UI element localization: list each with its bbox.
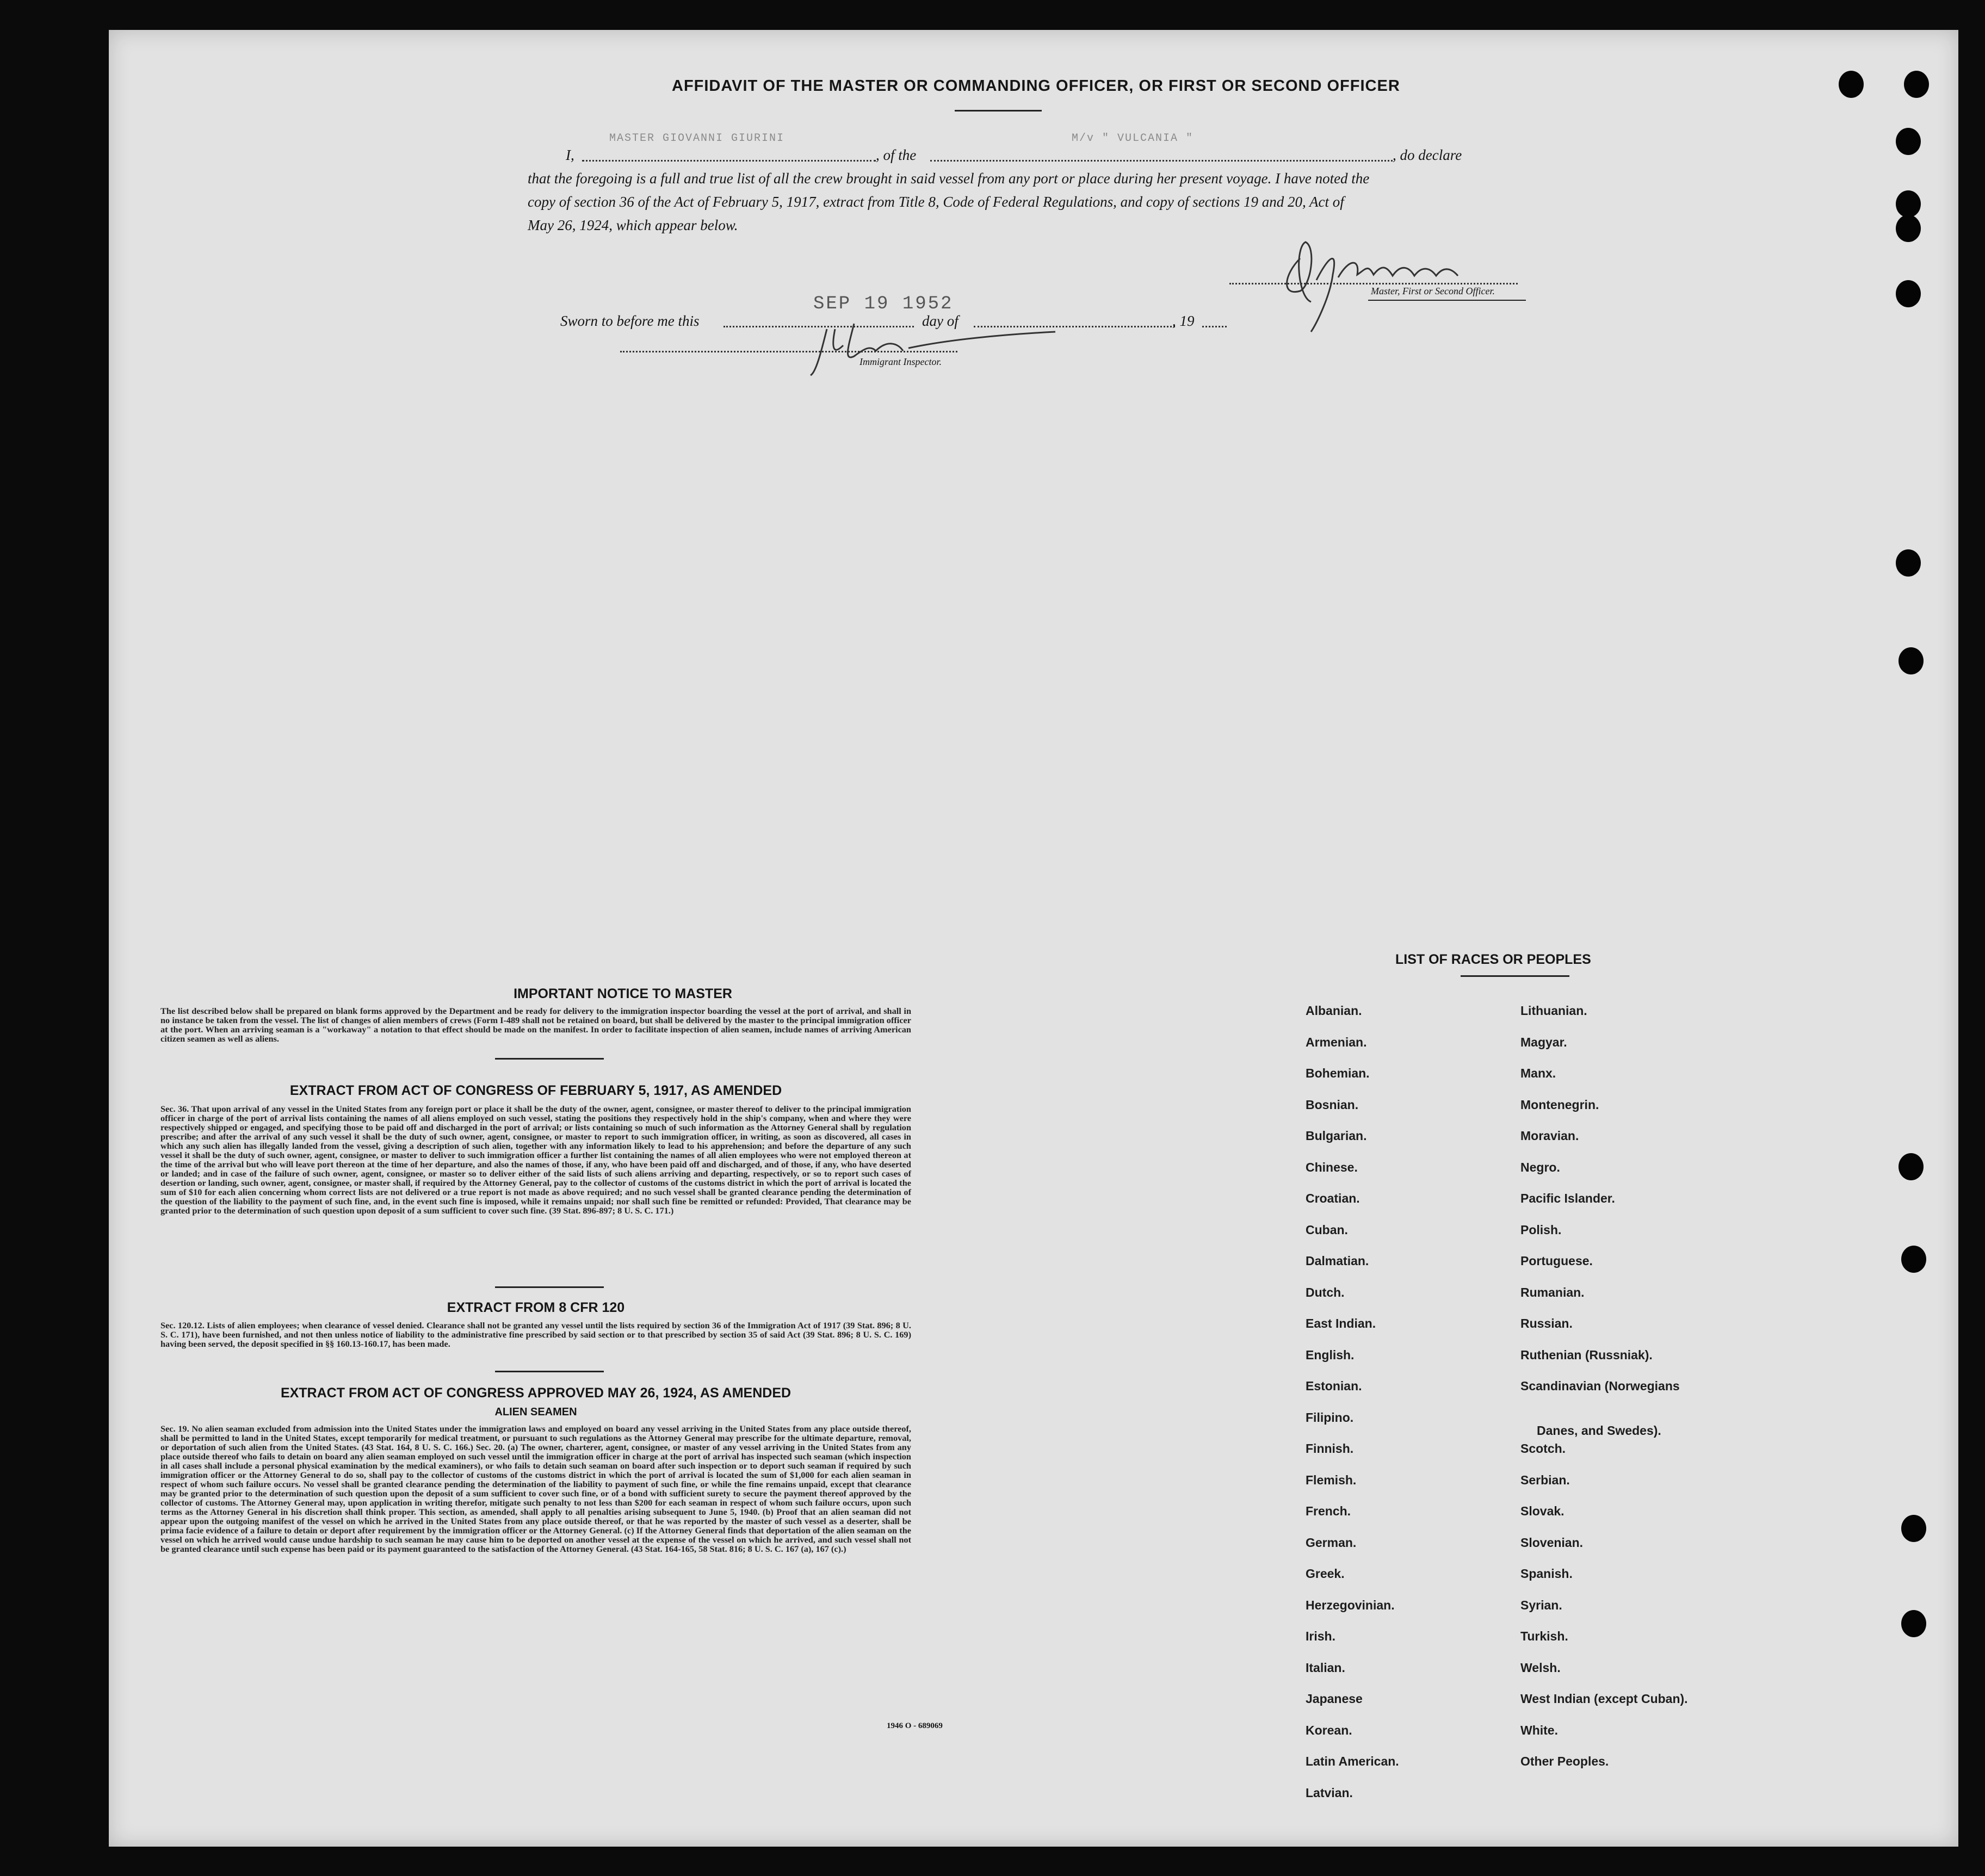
race-item-left: English. [1306,1347,1355,1362]
race-item-left: Korean. [1306,1723,1352,1737]
officer-name: MASTER GIOVANNI GIURINI [609,132,785,145]
race-item-right: Polish. [1520,1222,1562,1237]
race-item-right: Magyar. [1520,1035,1567,1049]
race-item-right: Montenegrin. [1520,1097,1599,1112]
race-item-right: Spanish. [1520,1567,1573,1581]
race-item-left: Dutch. [1306,1285,1345,1299]
punch-hole [1896,128,1921,155]
divider [495,1286,604,1288]
race-item-right: Manx. [1520,1066,1556,1080]
inspector-signature-line [620,345,957,352]
vessel-name: M/v " VULCANIA " [1072,132,1194,145]
punch-hole [1899,1153,1924,1180]
race-item-left: French. [1306,1504,1351,1518]
race-item-left: Italian. [1306,1660,1345,1675]
affidavit-line-2: that the foregoing is a full and true list of all the crew brought in said vessel from any port or place during her present voyage. I have noted the [528,170,1370,187]
year-prefix: , 19 [1172,313,1195,329]
race-item-right: Serbian. [1520,1472,1570,1487]
punch-hole [1896,280,1921,307]
race-item-left: Bohemian. [1306,1066,1370,1080]
punch-hole [1896,549,1921,577]
affidavit-line-3: copy of section 36 of the Act of February 5, 1917, extract from Title 8, Code of Federal Regulations, and copy of sections 19 and 20, Act of [528,194,1344,210]
races-title: LIST OF RACES OR PEOPLES [1395,952,1591,967]
vessel-name-line [930,152,1393,162]
notice-title: IMPORTANT NOTICE TO MASTER [514,986,732,1001]
race-item-right: Lithuanian. [1520,1004,1587,1018]
race-item-right: Russian. [1520,1316,1573,1330]
race-item-left: Estonian. [1306,1379,1362,1393]
punch-hole [1896,190,1921,218]
race-item-left: East Indian. [1306,1316,1376,1330]
divider [495,1058,604,1060]
race-item-right: Syrian. [1520,1598,1562,1612]
master-label-underline [1368,300,1526,301]
punch-hole [1901,1610,1926,1637]
master-signature-line [1229,277,1518,284]
race-item-right: West Indian (except Cuban). [1520,1692,1688,1706]
extract-1924-body: Sec. 19. No alien seaman excluded from admission into the United States under the immigration laws and employed on board any vessel arriving in the United States from any place outside thereof, shall be permitted to land in the United States, except temporarily for medical treatment, or pursuant to such regulations as the Attorney General may prescribe for the ultimate departure, removal, or deportation of such alien from the United States. (43 Stat. 164, 8 U. S. C. 166.) Sec. 20. (a) The owner, charterer, agent, consignee, or master of any vessel arriving in the United States from any place outside thereof who fails to detain on board any alien seaman employed on such vessel until the immigration officer in charge at the port of arrival has inspected such seaman (which inspection in all cases shall include a personal physical examination by the medical examiners), or who fails to detain such seaman on board after such inspection or to deport such seaman if required by such immigration officer or the Attorney General to do so, shall pay to the collector of customs of the customs district in which the port of arrival is located the sum of $1,000 for each alien seaman in respect of whom such failure occurs. No vessel shall be granted clearance pending the determination of the liability to payment of such fine, or while the fine remains unpaid, except that clearance may be granted prior to the determination of such question upon the deposit of a sum sufficient to cover such fine, or of a bond with sufficient surety to secure the payment thereof approved by the collector of customs. The Attorney General may, upon application in writing therefor, mitigate such penalty to not less than $200 for each seaman in respect of whom such failure occurs, upon such terms as the Attorney General in his discretion shall think proper. This section, as amended, shall apply to all penalties arising subsequent to June 5, 1940. (b) Proof that an alien seaman did not appear upon the outgoing manifest of the vessel on which he arrived in the United States from any place outside thereof, or that he was reported by the master of such vessel as a deserter, shall be prima facie evidence of a failure to detain or deport after requirement by the immigration officer or the Attorney General. (c) If the Attorney General finds that deportation of the alien seaman on the vessel on which he arrived would cause undue hardship to such seaman he may cause him to be deported on another vessel at the expense of the vessel on which he arrived, and such vessel shall not be granted clearance until such expense has been paid or its payment guaranteed to the satisfaction of the Attorney General. (43 Stat. 164-165, 58 Stat. 816; 8 U. S. C. 167 (a), 167 (c).) [160,1423,911,1554]
title-underline [955,110,1042,112]
punch-hole [1896,215,1921,242]
race-item-right: Ruthenian (Russniak). [1520,1347,1653,1362]
extract-1924-title: EXTRACT FROM ACT OF CONGRESS APPROVED MAY 26, 1924, AS AMENDED [280,1385,791,1401]
date-stamp: SEP 19 1952 [813,294,954,314]
race-item-right: Negro. [1520,1160,1560,1174]
race-item-left: Cuban. [1306,1222,1348,1237]
races-title-underline [1461,975,1569,977]
officer-name-line [582,152,876,162]
punch-hole [1901,1515,1926,1542]
sworn-year-line [1202,318,1227,327]
race-item-left: Armenian. [1306,1035,1367,1049]
do-declare-label: , do declare [1393,147,1462,163]
punch-hole [1904,71,1929,98]
extract-cfr-title: EXTRACT FROM 8 CFR 120 [447,1300,625,1315]
punch-hole [1899,647,1924,674]
race-item-left: Bulgarian. [1306,1129,1367,1143]
notice-body: The list described below shall be prepared on blank forms approved by the Department and be ready for delivery to the immigration inspector boarding the vessel at the port of arrival, and shall in no instance be taken from the vessel. The list of changes of alien members of crews (Form I-489 shall not be retained on board, but shall be delivered by the master to the principal immigration officer at the port. When an arriving seaman is a "workaway" a notation to that effect should be made on the manifest. In order to facilitate inspection of alien seamen, include names of arriving American citizen seamen as well as aliens. [160,1006,911,1044]
extract-cfr-body: Sec. 120.12. Lists of alien employees; when clearance of vessel denied. Clearance shall not be granted any vessel until the lists required by section 36 of the Immigration Act of 1917 (39 Stat. 896; 8 U. S. C. 171), have been furnished, and not then unless notice of liability to the administrative fine prescribed by said section or to that prescribed by section 35 of said Act (39 Stat. 896; 8 U. S. C. 169) having been served, the deposit specified in §§ 160.13-160.17, has been made. [160,1320,911,1349]
race-item-right: White. [1520,1723,1558,1737]
race-item-right: Slovak. [1520,1504,1564,1518]
sworn-label: Sworn to before me this [560,313,700,329]
race-item-right: Rumanian. [1520,1285,1585,1299]
inspector-label: Immigrant Inspector. [859,356,942,367]
race-item-left: Japanese [1306,1692,1363,1706]
race-item-right: Slovenian. [1520,1535,1584,1550]
race-item-right: Scotch. [1520,1441,1566,1456]
affidavit-line-4: May 26, 1924, which appear below. [528,217,738,233]
race-item-left: Bosnian. [1306,1097,1359,1112]
of-the-label: , of the [876,147,917,163]
punch-hole [1839,71,1864,98]
race-item-right: Welsh. [1520,1660,1561,1675]
race-item-right: Moravian. [1520,1129,1579,1143]
i-label: I, [566,147,574,163]
race-item-left: Albanian. [1306,1004,1362,1018]
race-item-right: Turkish. [1520,1629,1568,1643]
punch-hole [1901,1246,1926,1273]
race-item-right: Other Peoples. [1520,1754,1609,1768]
race-item-right: Portuguese. [1520,1254,1593,1268]
race-item-left: Finnish. [1306,1441,1354,1456]
print-code: 1946 O - 689069 [887,1722,943,1730]
master-label: Master, First or Second Officer. [1371,286,1495,296]
race-item-left: Irish. [1306,1629,1335,1643]
race-item-left: Greek. [1306,1567,1345,1581]
race-item-left: German. [1306,1535,1357,1550]
day-of-label: day of [922,313,959,329]
race-item-right: Pacific Islander. [1520,1191,1615,1205]
race-item-left: Flemish. [1306,1472,1357,1487]
race-item-left: Latin American. [1306,1754,1399,1768]
race-item-left: Latvian. [1306,1785,1353,1800]
race-item-left: Dalmatian. [1306,1254,1369,1268]
affidavit-title: AFFIDAVIT OF THE MASTER OR COMMANDING OFFICER, OR FIRST OR SECOND OFFICER [672,77,1400,95]
race-item-right: Danes, and Swedes). [1537,1423,1661,1438]
extract-1917-body: Sec. 36. That upon arrival of any vessel in the United States from any foreign port or place it shall be the duty of the owner, agent, consignee, or master thereof to deliver to the principal immigration officer in charge of the port of arrival lists containing the names of all aliens employed on such vessel, stating the positions they respectively hold in the ship's company, when and where they were respectively shipped or engaged, and specifying those to be paid off and discharged in the port of arrival; or lists containing so much of such information as the Attorney General shall by regulation prescribe; and after the arrival of any such vessel it shall be the duty of such owner, agent, consignee, or master to report to such immigration officer, in writing, as soon as discovered, all cases in which any such alien has illegally landed from the vessel, giving a description of such alien, together with any information likely to lead to his apprehension; and before the departure of any such vessel it shall be the duty of such owner, agent, consignee, or master to deliver to such immigration officer a further list containing the names of all alien employees who were not employed thereon at the time of the arrival but who will leave port thereon at the time of her departure, and also the names of those, if any, who have been paid off and discharged, and of those, if any, who have deserted or landed; and in case of the failure of such owner, agent, consignee, or master so to deliver either of the said lists of such aliens arriving and departing, respectively, or so to report such cases of desertion or landing, such owner, agent, consignee, or master shall, if required by the Attorney General, pay to the collector of customs of the customs district in which the port of arrival is located the sum of $10 for each alien concerning whom correct lists are not delivered or a true report is not made as above required; and no such vessel shall be granted clearance pending the determination of the question of the liability to the payment of such fine, and, in the event such fine is imposed, while it remains unpaid; nor shall such fine be remitted or refunded: Provided, That clearance may be granted prior to the determination of such question upon deposit of a sum sufficient to cover such fine. (39 Stat. 896-897; 8 U. S. C. 171.) [160,1104,911,1216]
extract-1917-title: EXTRACT FROM ACT OF CONGRESS OF FEBRUARY 5, 1917, AS AMENDED [289,1083,782,1098]
race-item-left: Filipino. [1306,1410,1354,1425]
extract-1924-subtitle: ALIEN SEAMEN [494,1406,577,1418]
race-item-left: Chinese. [1306,1160,1358,1174]
race-item-left: Croatian. [1306,1191,1360,1205]
race-item-left: Herzegovinian. [1306,1598,1395,1612]
document-page [109,30,1958,1847]
divider [495,1371,604,1372]
race-item-right: Scandinavian (Norwegians [1520,1379,1680,1393]
